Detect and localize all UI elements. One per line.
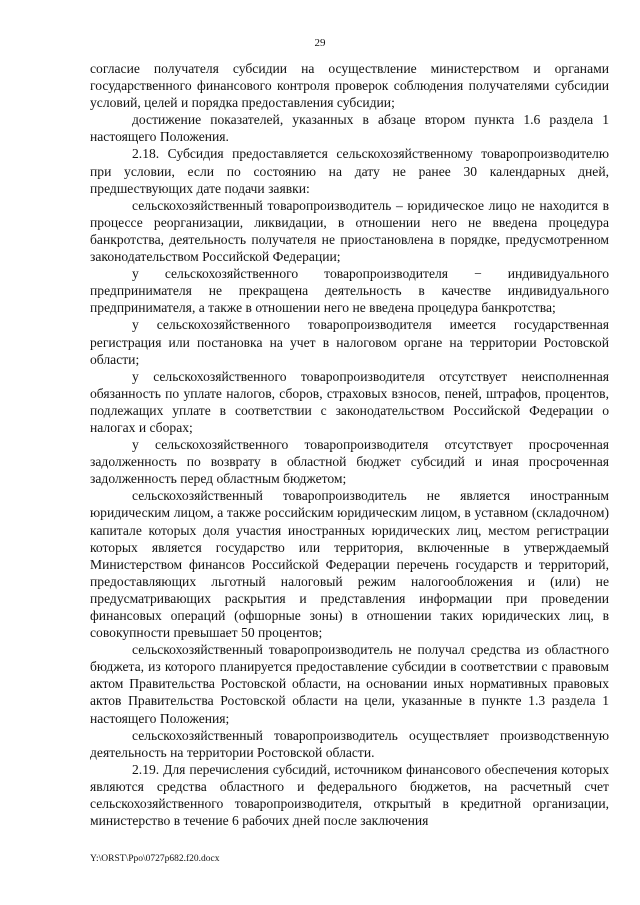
paragraph: у сельскохозяйственного товаропроизводителя − индивидуального предпринимателя не прекращена деятельность в качестве индивидуального предпринимателя, а также в отношении него не введена процедура банкротства; [90,266,609,316]
page-number: 29 [314,37,326,49]
paragraph: 2.18. Субсидия предоставляется сельскохозяйственному товаропроизводителю при условии, если по состоянию на дату не ранее 30 календарных дней, предшествующих дате подачи заявки: [90,146,609,196]
document-body [90,60,609,829]
paragraph: согласие получателя субсидии на осуществление министерством и органами государственного финансового контроля проверок соблюдения получателями субсидии условий, целей и порядка предоставления субсидии; [90,61,609,111]
paragraph: у сельскохозяйственного товаропроизводителя отсутствует неисполненная обязанность по уплате налогов, сборов, страховых взносов, пеней, штрафов, процентов, подлежащих уплате в соответствии с законодательством Российской Федерации о налогах и сборах; [90,368,609,435]
paragraph: 2.19. Для перечисления субсидий, источником финансового обеспечения которых являются средства областного и федерального бюджетов, на расчетный счет сельскохозяйственного товаропроизводителя, открытый в кредитной организации, министерство в течение 6 рабочих дней после заключения [90,761,609,829]
paragraph: сельскохозяйственный товаропроизводитель – юридическое лицо не находится в процессе реорганизации, ликвидации, в отношении него не введена процедура банкротства, деятельность получателя не приостановлена в порядке, предусмотренном законодательством Российской Федерации; [90,197,609,265]
paragraph: сельскохозяйственный товаропроизводитель не является иностранным юридическим лицом, а также российским юридическим лицом, в уставном (складочном) капитале которых доля участия иностранных юридических лиц, местом регистрации которых является государство или территория, включенные в утверждаемый Министерством финансов Российской Федерации перечень государств и территорий, предоставляющих льготный налоговый режим налогообложения и (или) не предусматривающих раскрытия и представления информации при проведении финансовых операций (офшорные зоны) в отношении таких юридических лиц, в совокупности превышает 50 процентов; [90,488,609,641]
file-path-footer: Y:\ORST\Ppo\0727p682.f20.docx [90,854,220,864]
paragraph: сельскохозяйственный товаропроизводитель не получал средства из областного бюджета, из которого планируется предоставление субсидии в соответствии с правовым актом Правительства Ростовской области, на основании иных нормативных правовых актов Правительства Ростовской области на цели, указанные в пункте 1.3 раздела 1 настоящего Положения; [90,642,609,726]
paragraph: сельскохозяйственный товаропроизводитель осуществляет производственную деятельность на территории Ростовской области. [90,727,609,760]
paragraph: у сельскохозяйственного товаропроизводителя отсутствует просроченная задолженность по возврату в областной бюджет субсидий и иная просроченная задолженность перед областным бюджетом; [90,437,609,487]
paragraph: достижение показателей, указанных в абзаце втором пункта 1.6 раздела 1 настоящего Положения. [90,112,609,145]
paragraph: у сельскохозяйственного товаропроизводителя имеется государственная регистрация или постановка на учет в налоговом органе на территории Ростовской области; [90,317,609,367]
